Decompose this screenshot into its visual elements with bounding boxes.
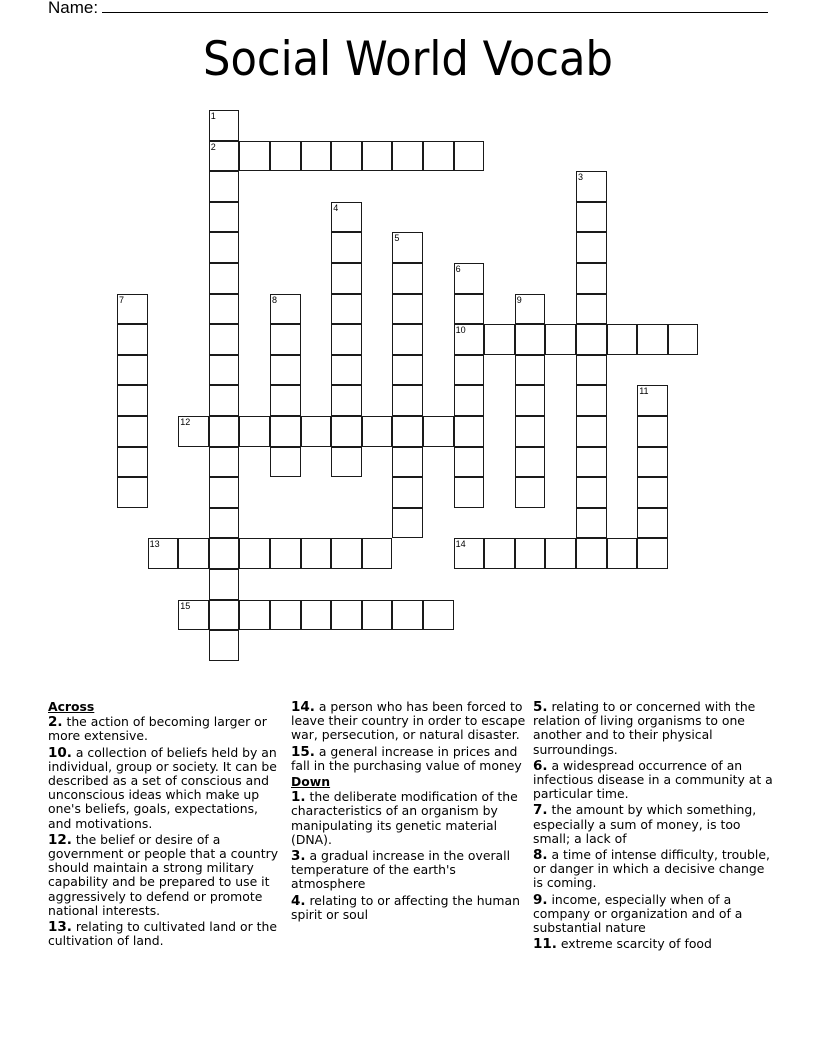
grid-cell[interactable] bbox=[331, 538, 362, 569]
grid-cell[interactable] bbox=[362, 538, 393, 569]
clue-number: 12 bbox=[180, 417, 191, 427]
grid-cell[interactable] bbox=[301, 600, 332, 631]
clue-number: 10 bbox=[455, 325, 466, 336]
clues-column-1 bbox=[48, 700, 283, 950]
clue-across-10: 10. a collection of beliefs held by an individual, group or society. It can be described as a set of conscious and unconscious ideas which make up one's beliefs, goals, expectations, and motivations. bbox=[48, 744, 277, 831]
grid-cell[interactable] bbox=[454, 263, 485, 294]
clue-number: 3 bbox=[578, 172, 584, 183]
grid-cell[interactable] bbox=[239, 538, 270, 569]
grid-cell[interactable] bbox=[270, 294, 301, 325]
grid-cell[interactable] bbox=[209, 600, 240, 631]
grid-cell[interactable] bbox=[515, 477, 546, 508]
grid-cell[interactable] bbox=[576, 263, 607, 294]
clue-number: 11 bbox=[639, 386, 649, 397]
grid-cell[interactable] bbox=[576, 447, 607, 478]
grid-cell[interactable] bbox=[576, 416, 607, 447]
name-blank-line[interactable] bbox=[102, 0, 768, 13]
name-field[interactable] bbox=[48, 0, 768, 18]
grid-cell[interactable] bbox=[637, 477, 668, 508]
grid-cell[interactable] bbox=[209, 294, 240, 325]
grid-cell[interactable] bbox=[331, 355, 362, 386]
grid-cell[interactable] bbox=[331, 385, 362, 416]
grid-cell[interactable] bbox=[117, 447, 148, 478]
grid-cell[interactable] bbox=[362, 141, 393, 172]
grid-cell[interactable] bbox=[454, 538, 485, 569]
grid-cell[interactable] bbox=[637, 324, 668, 355]
grid-cell[interactable] bbox=[392, 477, 423, 508]
grid-cell[interactable] bbox=[423, 600, 454, 631]
grid-cell[interactable] bbox=[331, 294, 362, 325]
name-label: Name: bbox=[48, 0, 99, 17]
clue-down-8: 8. a time of intense difficulty, trouble, or danger in which a decisive change is coming. bbox=[533, 847, 770, 891]
grid-cell[interactable] bbox=[239, 416, 270, 447]
grid-cell[interactable] bbox=[209, 324, 240, 355]
clue-down-1: 1. the deliberate modification of the characteristics of an organism by manipulating its genetic material (DNA). bbox=[291, 789, 518, 847]
grid-cell[interactable] bbox=[454, 477, 485, 508]
grid-cell[interactable] bbox=[301, 141, 332, 172]
clue-number: 5 bbox=[394, 233, 400, 244]
clue-number: 13 bbox=[149, 539, 160, 550]
grid-cell[interactable] bbox=[637, 385, 668, 416]
grid-cell[interactable] bbox=[270, 324, 301, 355]
grid-cell[interactable] bbox=[209, 416, 240, 447]
grid-cell[interactable] bbox=[637, 538, 668, 569]
grid-cell[interactable] bbox=[209, 630, 240, 661]
grid-cell[interactable] bbox=[239, 141, 270, 172]
grid-cell[interactable] bbox=[301, 416, 332, 447]
grid-cell[interactable] bbox=[209, 232, 240, 263]
grid-cell[interactable] bbox=[209, 202, 240, 233]
grid-cell[interactable] bbox=[362, 416, 393, 447]
clue-down-4: 4. relating to or affecting the human spirit or soul bbox=[291, 892, 520, 922]
grid-cell[interactable] bbox=[392, 324, 423, 355]
grid-cell[interactable] bbox=[270, 538, 301, 569]
clues-column-3 bbox=[533, 700, 773, 953]
grid-cell[interactable] bbox=[392, 355, 423, 386]
page-title: Social World Vocab bbox=[202, 32, 614, 87]
grid-cell[interactable] bbox=[515, 355, 546, 386]
clue-down-7: 7. the amount by which something, especially a sum of money, is too small; a lack of bbox=[533, 802, 757, 846]
clue-number: 2 bbox=[210, 141, 216, 152]
clue-across-14: 14. a person who has been forced to leave their country in order to escape war, persecution, or natural disaster. bbox=[291, 699, 526, 743]
grid-cell[interactable] bbox=[178, 600, 209, 631]
grid-cell[interactable] bbox=[117, 477, 148, 508]
clue-down-9: 9. income, especially when of a company or organization and of a substantial nature bbox=[533, 891, 743, 936]
grid-cell[interactable] bbox=[515, 385, 546, 416]
grid-cell[interactable] bbox=[209, 508, 240, 539]
grid-cell[interactable] bbox=[484, 538, 515, 569]
grid-cell[interactable] bbox=[209, 141, 240, 172]
clue-number: 4 bbox=[333, 202, 339, 213]
grid-cell[interactable] bbox=[117, 385, 148, 416]
grid-cell[interactable] bbox=[392, 385, 423, 416]
clue-down-11: 11. extreme scarcity of food bbox=[533, 936, 712, 953]
grid-cell[interactable] bbox=[270, 355, 301, 386]
grid-cell[interactable] bbox=[454, 294, 485, 325]
clue-number: 6 bbox=[455, 264, 461, 274]
clue-across-2: 2. the action of becoming larger or more extensive. bbox=[48, 714, 267, 744]
grid-cell[interactable] bbox=[576, 355, 607, 386]
grid-cell[interactable] bbox=[576, 171, 607, 202]
grid-cell[interactable] bbox=[148, 538, 179, 569]
grid-cell[interactable] bbox=[392, 141, 423, 172]
clue-across-12: 12. the belief or desire of a government or people that a country should maintain a strong military capability and be prepared to use it aggressively to defend or promote national interests. bbox=[48, 831, 279, 918]
grid-cell[interactable] bbox=[209, 385, 240, 416]
grid-cell[interactable] bbox=[239, 600, 270, 631]
grid-cell[interactable] bbox=[576, 294, 607, 325]
grid-cell[interactable] bbox=[270, 447, 301, 478]
grid-cell[interactable] bbox=[117, 294, 148, 325]
grid-cell[interactable] bbox=[576, 385, 607, 416]
clue-number: 1 bbox=[210, 111, 216, 121]
grid-cell[interactable] bbox=[331, 141, 362, 172]
grid-cell[interactable] bbox=[454, 355, 485, 386]
grid-cell[interactable] bbox=[392, 508, 423, 539]
grid-cell[interactable] bbox=[607, 324, 638, 355]
clue-down-5: 5. relating to or concerned with the relation of living organisms to one another and to their physical surroundings. bbox=[533, 699, 756, 757]
grid-cell[interactable] bbox=[423, 141, 454, 172]
grid-cell[interactable] bbox=[545, 538, 576, 569]
down-heading: Down bbox=[291, 774, 331, 790]
grid-cell[interactable] bbox=[270, 600, 301, 631]
grid-cell[interactable] bbox=[515, 416, 546, 447]
grid-cell[interactable] bbox=[331, 202, 362, 233]
grid-cell[interactable] bbox=[576, 232, 607, 263]
grid-cell[interactable] bbox=[423, 416, 454, 447]
grid-cell[interactable] bbox=[331, 324, 362, 355]
clue-number: 8 bbox=[272, 294, 278, 305]
grid-cell[interactable] bbox=[270, 385, 301, 416]
grid-cell[interactable] bbox=[270, 141, 301, 172]
grid-cell[interactable] bbox=[209, 263, 240, 294]
grid-cell[interactable] bbox=[515, 538, 546, 569]
grid-cell[interactable] bbox=[454, 416, 485, 447]
grid-cell[interactable] bbox=[637, 447, 668, 478]
grid-cell[interactable] bbox=[331, 416, 362, 447]
clue-down-6: 6. a widespread occurrence of an infectious disease in a community at a particular time. bbox=[533, 757, 773, 802]
grid-cell[interactable] bbox=[362, 600, 393, 631]
grid-cell[interactable] bbox=[392, 294, 423, 325]
grid-cell[interactable] bbox=[331, 263, 362, 294]
grid-cell[interactable] bbox=[454, 141, 485, 172]
grid-cell[interactable] bbox=[576, 202, 607, 233]
grid-cell[interactable] bbox=[392, 447, 423, 478]
grid-cell[interactable] bbox=[454, 385, 485, 416]
grid-cell[interactable] bbox=[515, 324, 546, 355]
grid-cell[interactable] bbox=[392, 232, 423, 263]
grid-cell[interactable] bbox=[454, 324, 485, 355]
grid-cell[interactable] bbox=[331, 232, 362, 263]
grid-cell[interactable] bbox=[331, 600, 362, 631]
across-heading: Across bbox=[48, 699, 95, 714]
clues-column-2 bbox=[291, 700, 527, 924]
grid-cell[interactable] bbox=[392, 416, 423, 447]
grid-cell[interactable] bbox=[209, 447, 240, 478]
grid-cell[interactable] bbox=[270, 416, 301, 447]
grid-cell[interactable] bbox=[209, 538, 240, 569]
clue-across-13: 13. relating to cultivated land or the cultivation of land. bbox=[48, 919, 277, 949]
clue-down-3: 3. a gradual increase in the overall temperature of the earth's atmosphere bbox=[291, 848, 511, 892]
grid-cell[interactable] bbox=[484, 324, 515, 355]
grid-cell[interactable] bbox=[576, 508, 607, 539]
grid-cell[interactable] bbox=[515, 447, 546, 478]
grid-cell[interactable] bbox=[576, 324, 607, 355]
grid-cell[interactable] bbox=[209, 355, 240, 386]
grid-cell[interactable] bbox=[515, 294, 546, 325]
clue-number: 14 bbox=[455, 539, 466, 550]
grid-cell[interactable] bbox=[668, 324, 699, 355]
grid-cell[interactable] bbox=[209, 569, 240, 600]
grid-cell[interactable] bbox=[209, 110, 240, 141]
grid-cell[interactable] bbox=[209, 477, 240, 508]
clue-across-15: 15. a general increase in prices and fall in the purchasing value of money bbox=[291, 743, 522, 773]
clue-number: 15 bbox=[180, 600, 191, 611]
grid-cell[interactable] bbox=[178, 538, 209, 569]
grid-cell[interactable] bbox=[545, 324, 576, 355]
clue-number: 7 bbox=[119, 294, 125, 305]
grid-cell[interactable] bbox=[301, 538, 332, 569]
grid-cell[interactable] bbox=[637, 508, 668, 539]
grid-cell[interactable] bbox=[117, 324, 148, 355]
grid-cell[interactable] bbox=[576, 477, 607, 508]
grid-cell[interactable] bbox=[392, 600, 423, 631]
grid-cell[interactable] bbox=[331, 447, 362, 478]
grid-cell[interactable] bbox=[178, 416, 209, 447]
grid-cell[interactable] bbox=[117, 355, 148, 386]
grid-cell[interactable] bbox=[576, 538, 607, 569]
grid-cell[interactable] bbox=[209, 171, 240, 202]
clue-number: 9 bbox=[516, 294, 522, 305]
grid-cell[interactable] bbox=[117, 416, 148, 447]
grid-cell[interactable] bbox=[637, 416, 668, 447]
grid-cell[interactable] bbox=[454, 447, 485, 478]
grid-cell[interactable] bbox=[392, 263, 423, 294]
grid-cell[interactable] bbox=[607, 538, 638, 569]
